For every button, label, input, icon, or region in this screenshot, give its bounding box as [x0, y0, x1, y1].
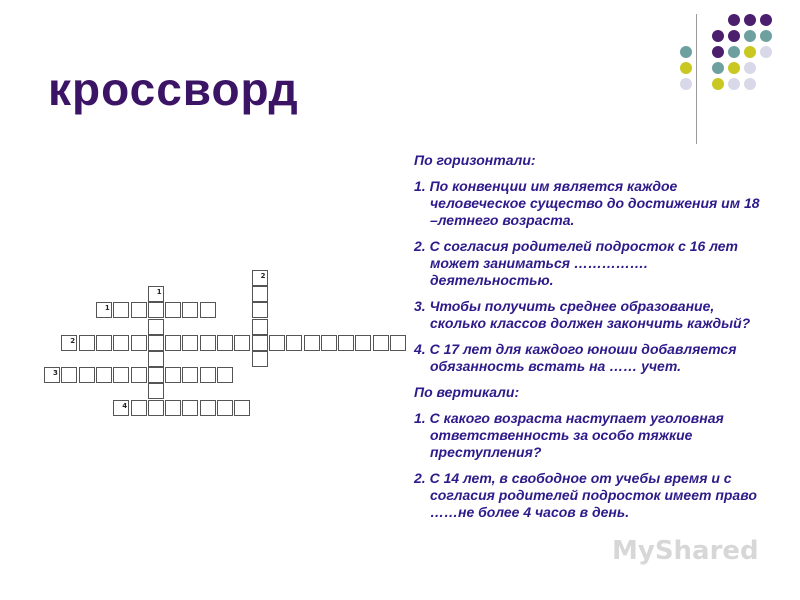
crossword-cell[interactable] — [321, 335, 337, 351]
crossword-cell[interactable] — [182, 400, 198, 416]
decorative-dot — [760, 30, 772, 42]
down-1-number: 1 — [156, 288, 162, 297]
decorative-dot — [680, 46, 692, 58]
down-clue-1: 1. С какого возраста наступает уголовная ответственность за особо тяжкие преступления? — [414, 410, 724, 460]
across-3-number: 3 — [53, 369, 58, 378]
across-clue-2: 2. С согласия родителей подросток с 16 лет может заниматься ……………. деятельностью. — [414, 238, 738, 288]
crossword-cell[interactable] — [355, 335, 371, 351]
crossword-cell[interactable] — [148, 319, 164, 335]
crossword-cell[interactable] — [373, 335, 389, 351]
crossword-cell[interactable] — [182, 367, 198, 383]
crossword-cell[interactable] — [148, 351, 164, 367]
decorative-dot — [712, 30, 724, 42]
crossword-cell[interactable] — [148, 302, 164, 318]
crossword-cell[interactable] — [252, 286, 268, 302]
decorative-dot — [744, 14, 756, 26]
across-clue-1: 1. По конвенции им является каждое человеческое существо до достижения им 18 –летнего возраста. — [414, 178, 760, 228]
crossword-cell[interactable] — [165, 400, 181, 416]
decorative-dot — [712, 46, 724, 58]
crossword-cell[interactable] — [252, 319, 268, 335]
crossword-cell[interactable] — [165, 302, 181, 318]
decorative-dot — [728, 62, 740, 74]
decorative-dot — [744, 78, 756, 90]
decorative-dot — [760, 46, 772, 58]
crossword-cell[interactable] — [113, 302, 129, 318]
decorative-dot — [728, 46, 740, 58]
crossword-cell[interactable] — [338, 335, 354, 351]
crossword-cell[interactable] — [148, 335, 164, 351]
crossword-cell[interactable] — [165, 335, 181, 351]
crossword-cell[interactable] — [131, 400, 147, 416]
crossword-cell[interactable] — [131, 367, 147, 383]
decorative-dot — [712, 78, 724, 90]
crossword-cell[interactable] — [304, 335, 320, 351]
crossword-cell[interactable] — [79, 367, 95, 383]
crossword-cell[interactable] — [234, 400, 250, 416]
decorative-dot — [744, 62, 756, 74]
decorative-dot — [760, 14, 772, 26]
crossword-cell[interactable] — [113, 335, 129, 351]
crossword-cell[interactable] — [217, 400, 233, 416]
across-clue-4: 4. С 17 лет для каждого юноши добавляется обязанность встать на …… учет. — [414, 341, 737, 374]
crossword-cell[interactable] — [182, 302, 198, 318]
crossword-cell[interactable] — [148, 400, 164, 416]
crossword-cell[interactable] — [252, 351, 268, 367]
crossword-cell[interactable] — [200, 302, 216, 318]
decorative-dot — [712, 62, 724, 74]
across-1-number: 1 — [104, 304, 110, 313]
crossword-cell[interactable] — [390, 335, 406, 351]
crossword-cell[interactable] — [79, 335, 95, 351]
decorative-dot — [728, 78, 740, 90]
decorative-dot — [744, 46, 756, 58]
crossword-cell[interactable] — [200, 335, 216, 351]
crossword-cell[interactable] — [217, 335, 233, 351]
watermark-logo: MyShared — [612, 536, 759, 566]
crossword-cell[interactable] — [131, 302, 147, 318]
crossword-cell[interactable] — [113, 367, 129, 383]
across-4-number: 4 — [122, 401, 128, 410]
crossword-cell[interactable] — [234, 335, 250, 351]
page-title: кроссворд — [48, 63, 299, 115]
crossword-cell[interactable] — [286, 335, 302, 351]
across-header: По горизонтали: — [414, 152, 536, 168]
crossword-cell[interactable] — [269, 335, 285, 351]
down-header: По вертикали: — [414, 384, 520, 400]
crossword-cell[interactable] — [252, 335, 268, 351]
decorative-dot — [728, 14, 740, 26]
down-clue-2: 2. С 14 лет, в свободное от учебы время и с согласия родителей подросток имеет право ……не более 4 часов в день. — [414, 470, 757, 520]
down-2-number: 2 — [260, 272, 266, 280]
crossword-cell[interactable] — [200, 367, 216, 383]
decorative-dot — [680, 78, 692, 90]
decorative-dot — [728, 30, 740, 42]
clues-panel — [414, 152, 764, 530]
crossword-cell[interactable] — [165, 367, 181, 383]
decorative-divider — [696, 14, 697, 144]
crossword-cell[interactable] — [200, 400, 216, 416]
decorative-dot — [744, 30, 756, 42]
crossword-cell[interactable] — [217, 367, 233, 383]
crossword-cell[interactable] — [131, 335, 147, 351]
crossword-cell[interactable] — [96, 367, 112, 383]
crossword-cell[interactable] — [96, 335, 112, 351]
crossword-cell[interactable] — [61, 367, 77, 383]
crossword-cell[interactable] — [148, 383, 164, 399]
across-2-number: 2 — [70, 336, 76, 345]
decorative-dot — [680, 62, 692, 74]
crossword-cell[interactable] — [182, 335, 198, 351]
crossword-cell[interactable] — [148, 367, 164, 383]
across-clue-3: 3. Чтобы получить среднее образование, сколько классов должен закончить каждый? — [414, 298, 751, 331]
crossword-cell[interactable] — [252, 302, 268, 318]
